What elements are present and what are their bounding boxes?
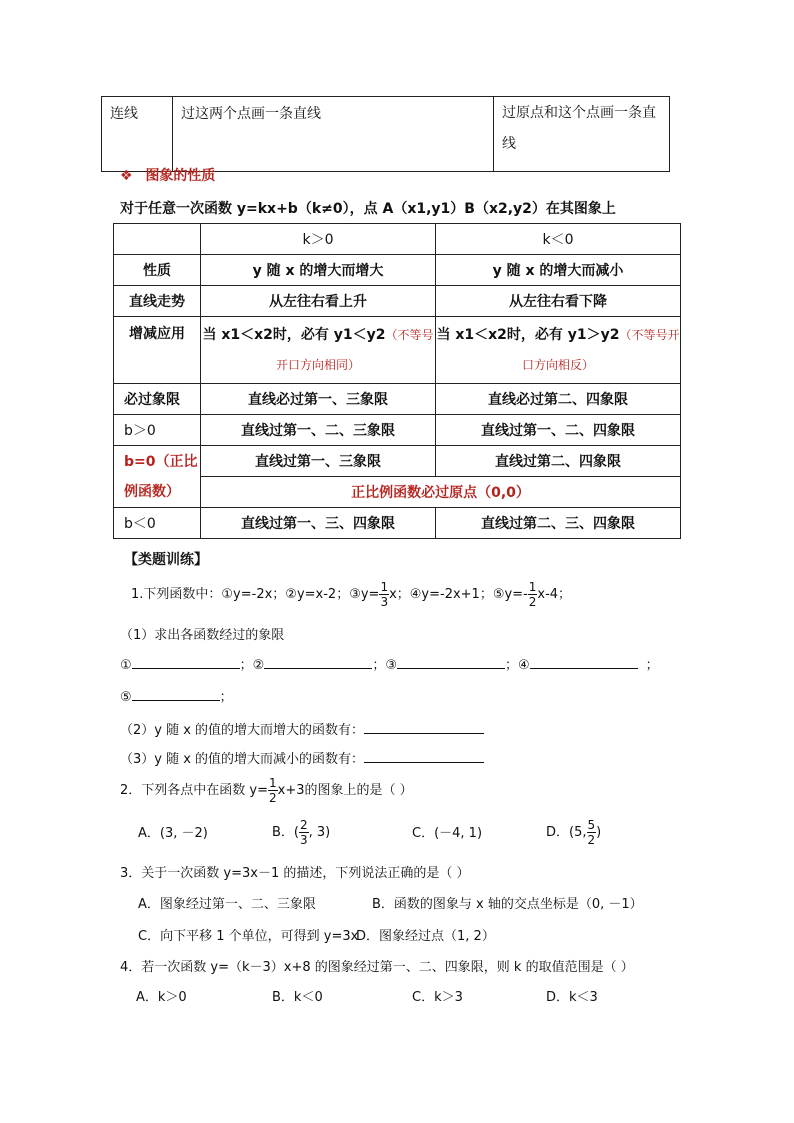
fraction-one-half: $\frac{1}{2}$ bbox=[528, 580, 537, 609]
row-bzero-right: 直线过第二、四象限 bbox=[436, 446, 681, 477]
row-bneg-right: 直线过第二、三、四象限 bbox=[436, 508, 681, 539]
practice-heading: 【类题训练】 bbox=[124, 552, 208, 568]
row-apply-right: 当 x1＜x2时，必有 y1＞y2（不等号开 口方向相反） bbox=[436, 317, 681, 384]
q3-option-b[interactable]: B．函数的图象与 x 轴的交点坐标是（0, －1） bbox=[372, 897, 643, 912]
section-intro: 对于任意一次函数 y=kx+b（k≠0），点 A（x1,y1）B（x2,y2）在其图象上 bbox=[120, 201, 616, 217]
answer-blank-2[interactable] bbox=[264, 656, 372, 669]
answer-blank-3[interactable] bbox=[397, 656, 505, 669]
q1-stem: 1.下列函数中：①y=-2x；②y=x-2；③y= $\frac{1}{3}$ x；④y=-2x+1；⑤y=- $\frac{1}{2}$ x-4； bbox=[131, 580, 572, 609]
row-bpos-label: b＞0 bbox=[114, 415, 201, 446]
q1-sub2: （2）y 随 x 的值的增大而增大的函数有： bbox=[120, 719, 484, 738]
row-bzero-left: 直线过第一、三象限 bbox=[201, 446, 436, 477]
top-table-col3: 过原点和这个点画一条直 线 bbox=[494, 97, 670, 172]
section-heading bbox=[120, 165, 215, 185]
q3-stem: 3．关于一次函数 y=3x－1 的描述，下列说法正确的是（ ） bbox=[120, 866, 470, 881]
q1-blanks-row1: ① ；② ；③ ；④ ； bbox=[120, 658, 659, 673]
fraction-five-halves: $\frac{5}{2}$ bbox=[587, 818, 596, 847]
answer-blank-5[interactable] bbox=[132, 688, 220, 701]
row-apply-left: 当 x1＜x2时，必有 y1＜y2（不等号 开口方向相同） bbox=[201, 317, 436, 384]
q2-option-b[interactable]: B．( $\frac{2}{3}$ , 3) bbox=[272, 818, 331, 847]
row-quadrant-right: 直线必过第二、四象限 bbox=[436, 384, 681, 415]
q3-option-a[interactable]: A．图象经过第一、二、三象限 bbox=[138, 897, 316, 912]
answer-blank-increasing[interactable] bbox=[364, 721, 484, 734]
fraction-one-third: $\frac{1}{3}$ bbox=[380, 580, 389, 609]
top-table bbox=[101, 96, 670, 172]
row-bpos-right: 直线过第一、二、四象限 bbox=[436, 415, 681, 446]
top-table-label: 连线 bbox=[102, 97, 173, 172]
q2-stem: 2．下列各点中在函数 y= $\frac{1}{2}$ x+3的图象上的是（ ） bbox=[120, 776, 413, 805]
answer-blank-1[interactable] bbox=[132, 656, 240, 669]
q3-option-d[interactable]: D．图象经过点（1, 2） bbox=[356, 929, 495, 944]
q1-sub3: （3）y 随 x 的值的增大而减小的函数有： bbox=[120, 748, 484, 767]
row-bzero-merged: 正比例函数必过原点（0,0） bbox=[201, 477, 681, 508]
head-empty bbox=[114, 224, 201, 255]
q4-option-d[interactable]: D．k＜3 bbox=[546, 990, 598, 1005]
row-nature-right: y 随 x 的增大而减小 bbox=[436, 255, 681, 286]
q4-option-b[interactable]: B．k＜0 bbox=[272, 990, 323, 1005]
head-k-negative: k＜0 bbox=[436, 224, 681, 255]
answer-blank-decreasing[interactable] bbox=[364, 750, 484, 763]
row-trend-left: 从左往右看上升 bbox=[201, 286, 436, 317]
row-bzero-label: b=0（正比 例函数） bbox=[114, 446, 201, 508]
row-bneg-label: b＜0 bbox=[114, 508, 201, 539]
q4-option-c[interactable]: C．k＞3 bbox=[412, 990, 463, 1005]
q1-sub1: （1）求出各函数经过的象限 bbox=[120, 628, 285, 643]
q2-option-d[interactable]: D．(5, $\frac{5}{2}$ ) bbox=[546, 818, 602, 847]
row-trend-right: 从左往右看下降 bbox=[436, 286, 681, 317]
row-nature-label: 性质 bbox=[114, 255, 201, 286]
properties-table bbox=[113, 223, 681, 539]
q4-option-a[interactable]: A．k＞0 bbox=[136, 990, 187, 1005]
diamond-bullet-icon: ❖ bbox=[120, 168, 133, 184]
q1-blanks-row2: ⑤ ； bbox=[120, 690, 233, 705]
row-quadrant-label: 必过象限 bbox=[114, 384, 201, 415]
row-quadrant-left: 直线必过第一、三象限 bbox=[201, 384, 436, 415]
q3-option-c[interactable]: C．向下平移 1 个单位，可得到 y=3x bbox=[138, 929, 359, 944]
row-nature-left: y 随 x 的增大而增大 bbox=[201, 255, 436, 286]
row-apply-label: 增减应用 bbox=[114, 317, 201, 384]
row-trend-label: 直线走势 bbox=[114, 286, 201, 317]
top-table-col2: 过这两个点画一条直线 bbox=[173, 97, 494, 172]
row-bneg-left: 直线过第一、三、四象限 bbox=[201, 508, 436, 539]
fraction-one-half: $\frac{1}{2}$ bbox=[269, 776, 277, 805]
head-k-positive: k＞0 bbox=[201, 224, 436, 255]
q4-stem: 4．若一次函数 y=（k－3）x+8 的图象经过第一、二、四象限，则 k 的取值范围是（ ） bbox=[120, 960, 634, 975]
fraction-two-thirds: $\frac{2}{3}$ bbox=[300, 818, 308, 847]
q2-option-c[interactable]: C．(－4, 1) bbox=[412, 826, 483, 841]
section-title: 图象的性质 bbox=[145, 168, 216, 184]
row-bpos-left: 直线过第一、二、三象限 bbox=[201, 415, 436, 446]
answer-blank-4[interactable] bbox=[530, 656, 638, 669]
q2-option-a[interactable]: A．(3, －2) bbox=[138, 826, 208, 841]
